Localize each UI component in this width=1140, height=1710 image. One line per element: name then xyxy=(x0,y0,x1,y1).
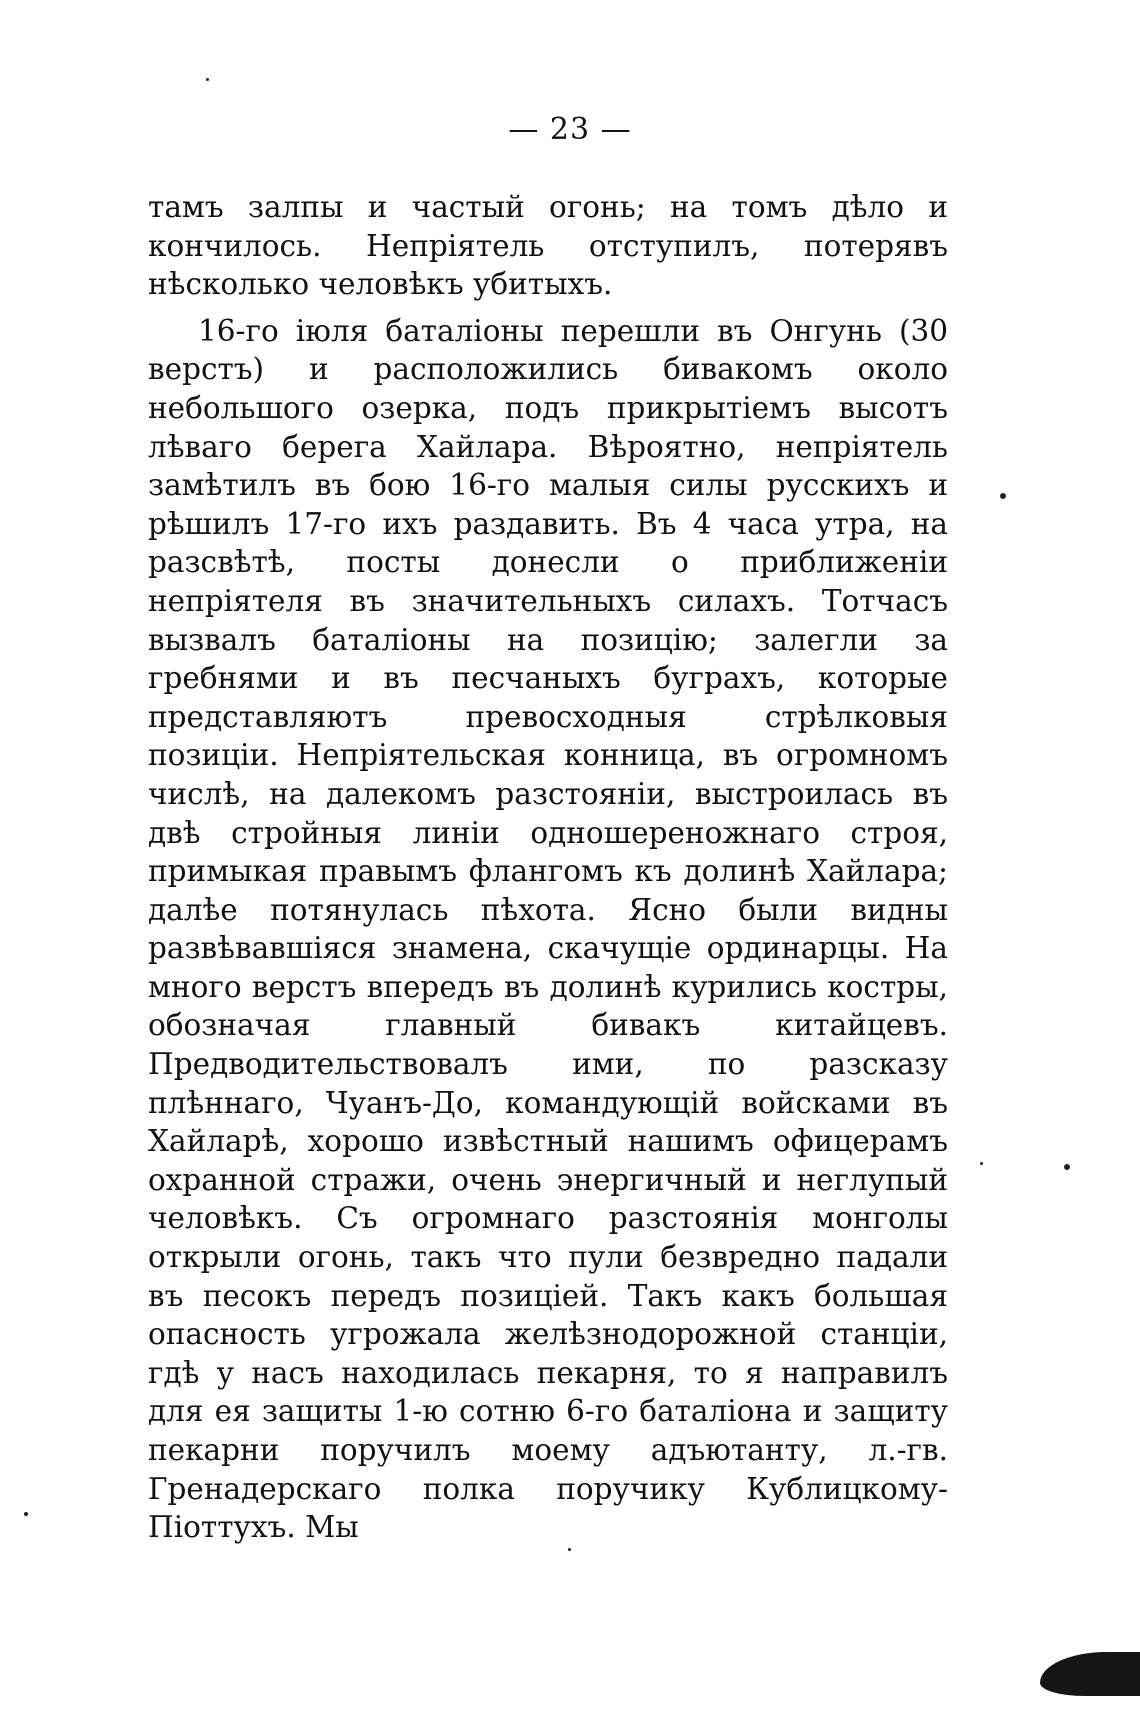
scan-speck xyxy=(206,78,209,81)
page-number: — 23 — xyxy=(508,112,632,147)
paragraph-2: 16-го іюля баталіоны перешли въ Онгунь (30 верстъ) и расположились бивакомъ около небольшого озерка, подъ прикрытіемъ высотъ лѣваго берега Хайлара. Вѣроятно, непріятель замѣтилъ въ бою 16-го малыя силы русскихъ и рѣшилъ 17-го ихъ раздавить. Въ 4 часа утра, на разсвѣтѣ, посты донесли о приближеніи непріятеля въ значительныхъ силахъ. Тотчасъ вызвалъ баталіоны на позицію; залегли за гребнями и въ песчаныхъ буграхъ, которые представляютъ превосходныя стрѣлковыя позиціи. Непріятельская конница, въ огромномъ числѣ, на далекомъ разстояніи, выстроилась въ двѣ стройныя линіи одношереножнаго строя, примыкая правымъ флангомъ къ долинѣ Хайлара; далѣе потянулась пѣхота. Ясно были видны развѣвавшіяся знамена, скачущіе ординарцы. На много верстъ впередъ въ долинѣ курились костры, обозначая главный бивакъ китайцевъ. Предводительствовалъ ими, по разсказу плѣннаго, Чуанъ-До, командующій войсками въ Хайларѣ, хорошо извѣстный нашимъ офицерамъ охранной стражи, очень энергичный и неглупый человѣкъ. Съ огромнаго разстоянія монголы открыли огонь, такъ что пули безвредно падали въ песокъ передъ позиціей. Такъ какъ большая опасность угрожала желѣзнодорожной станціи, гдѣ у насъ находилась пекарня, то я направилъ для ея защиты 1-ю сотню 6-го баталіона и защиту пекарни поручилъ моему адъютанту, л.-гв. Гренадерскаго полка поручику Кублицкому-Піоттухъ. Мы xyxy=(148,313,948,1545)
scan-speck xyxy=(980,1162,983,1165)
scan-speck xyxy=(1000,493,1006,499)
scan-speck xyxy=(1064,1164,1070,1170)
scan-speck xyxy=(24,1512,28,1516)
paragraph-1: тамъ залпы и частый огонь; на томъ дѣло и кончилось. Непріятель отступилъ, потерявъ нѣсколько человѣкъ убитыхъ. xyxy=(148,190,948,302)
scan-speck xyxy=(568,1548,571,1551)
scan-blot xyxy=(1040,1652,1140,1696)
body-text xyxy=(148,188,948,1547)
